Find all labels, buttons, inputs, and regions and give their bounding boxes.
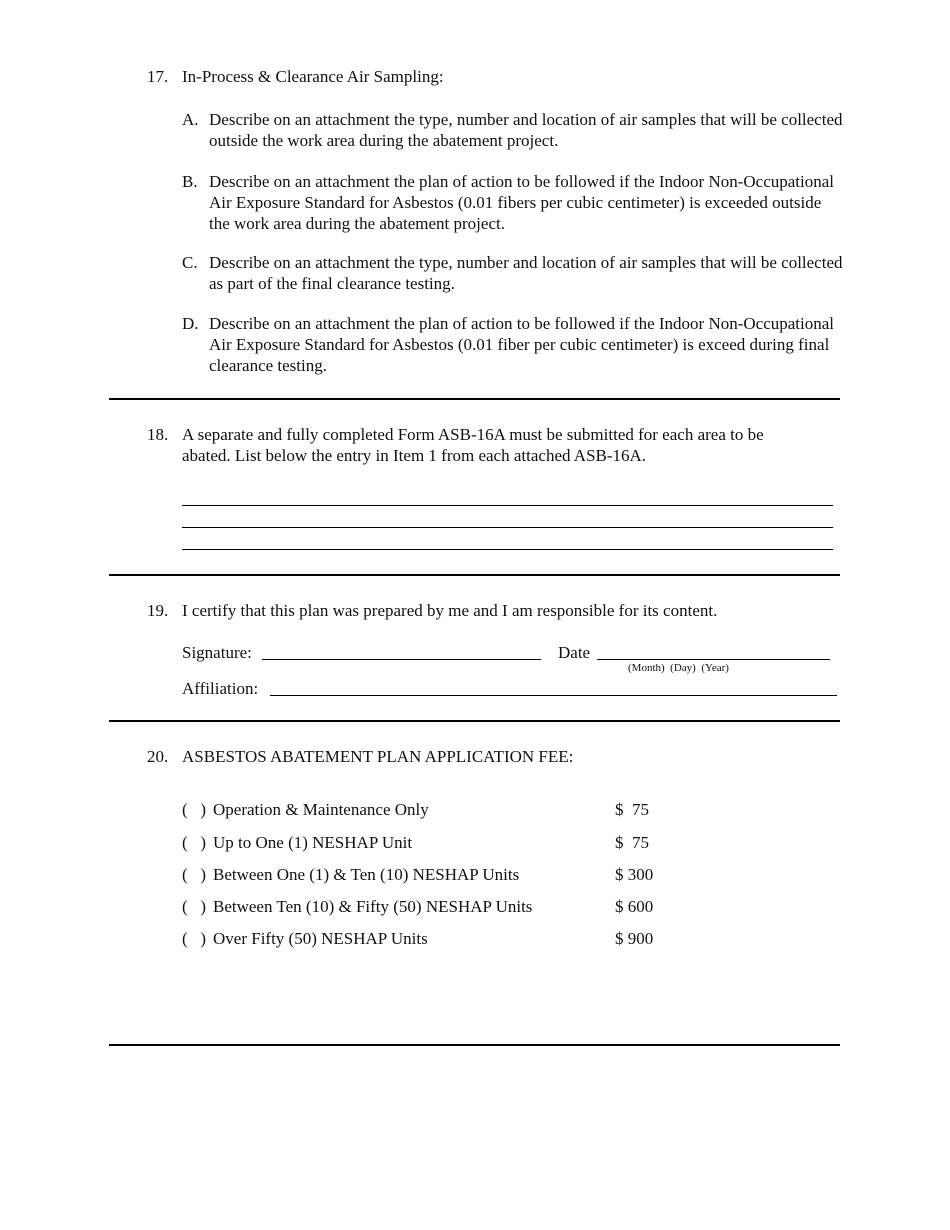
fee-title: ASBESTOS ABATEMENT PLAN APPLICATION FEE:: [182, 747, 574, 766]
signature-field[interactable]: [262, 642, 541, 660]
item17-c-letter: C.: [182, 253, 198, 272]
fee-option-checkbox[interactable]: ( ): [182, 929, 207, 948]
item17-a-letter: A.: [182, 110, 199, 129]
fee-option-amount: $ 300: [615, 865, 654, 884]
item17-number: 17.: [147, 67, 169, 86]
item17-title: In-Process & Clearance Air Sampling:: [182, 67, 444, 86]
item20-number: 20.: [147, 747, 169, 766]
fee-option-amount: $ 75: [615, 833, 649, 852]
section-divider: [109, 1044, 840, 1046]
item17-c-text: Describe on an attachment the type, number and location of air samples that will be collected as part of the final clearance testing.: [209, 253, 843, 293]
item18-text-line1: A separate and fully completed Form ASB-16A must be submitted for each area to be: [182, 425, 764, 444]
item18-number: 18.: [147, 425, 169, 444]
fee-option-checkbox[interactable]: ( ): [182, 800, 207, 819]
item18-text-line2: abated. List below the entry in Item 1 from each attached ASB-16A.: [182, 446, 647, 465]
date-field[interactable]: [597, 642, 830, 660]
entry-line-2[interactable]: [182, 510, 833, 528]
affiliation-field[interactable]: [270, 678, 837, 696]
fee-option-amount: $ 75: [615, 800, 649, 819]
date-format-hint: (Month) (Day) (Year): [628, 662, 729, 674]
item17-d-letter: D.: [182, 314, 199, 333]
item19-number: 19.: [147, 601, 169, 620]
section-divider: [109, 398, 840, 400]
fee-option-label: Operation & Maintenance Only: [213, 800, 429, 819]
affiliation-label: Affiliation:: [182, 679, 259, 698]
item17-b-letter: B.: [182, 172, 198, 191]
fee-option-label: Between One (1) & Ten (10) NESHAP Units: [213, 865, 520, 884]
fee-option-label: Between Ten (10) & Fifty (50) NESHAP Units: [213, 897, 533, 916]
section-divider: [109, 720, 840, 722]
section-divider: [109, 574, 840, 576]
item17-b-text: Describe on an attachment the plan of action to be followed if the Indoor Non-Occupational Air Exposure Standard for Asbestos (0.01 fibers per cubic centimeter) is exceeded outside the work area during the abatement project.: [209, 172, 835, 233]
certification-statement: I certify that this plan was prepared by me and I am responsible for its content.: [182, 601, 718, 620]
entry-line-1[interactable]: [182, 488, 833, 506]
fee-option-checkbox[interactable]: ( ): [182, 833, 207, 852]
fee-option-label: Up to One (1) NESHAP Unit: [213, 833, 413, 852]
fee-option-amount: $ 900: [615, 929, 654, 948]
fee-option-amount: $ 600: [615, 897, 654, 916]
fee-option-checkbox[interactable]: ( ): [182, 897, 207, 916]
fee-option-checkbox[interactable]: ( ): [182, 865, 207, 884]
date-label: Date: [558, 643, 591, 662]
item17-a-text: Describe on an attachment the type, number and location of air samples that will be collected outside the work area during the abatement project.: [209, 110, 843, 150]
entry-line-3[interactable]: [182, 532, 833, 550]
signature-label: Signature:: [182, 643, 252, 662]
fee-option-label: Over Fifty (50) NESHAP Units: [213, 929, 428, 948]
item17-d-text: Describe on an attachment the plan of action to be followed if the Indoor Non-Occupational Air Exposure Standard for Asbestos (0.01 fiber per cubic centimeter) is exceed during final clearance testing.: [209, 314, 835, 375]
